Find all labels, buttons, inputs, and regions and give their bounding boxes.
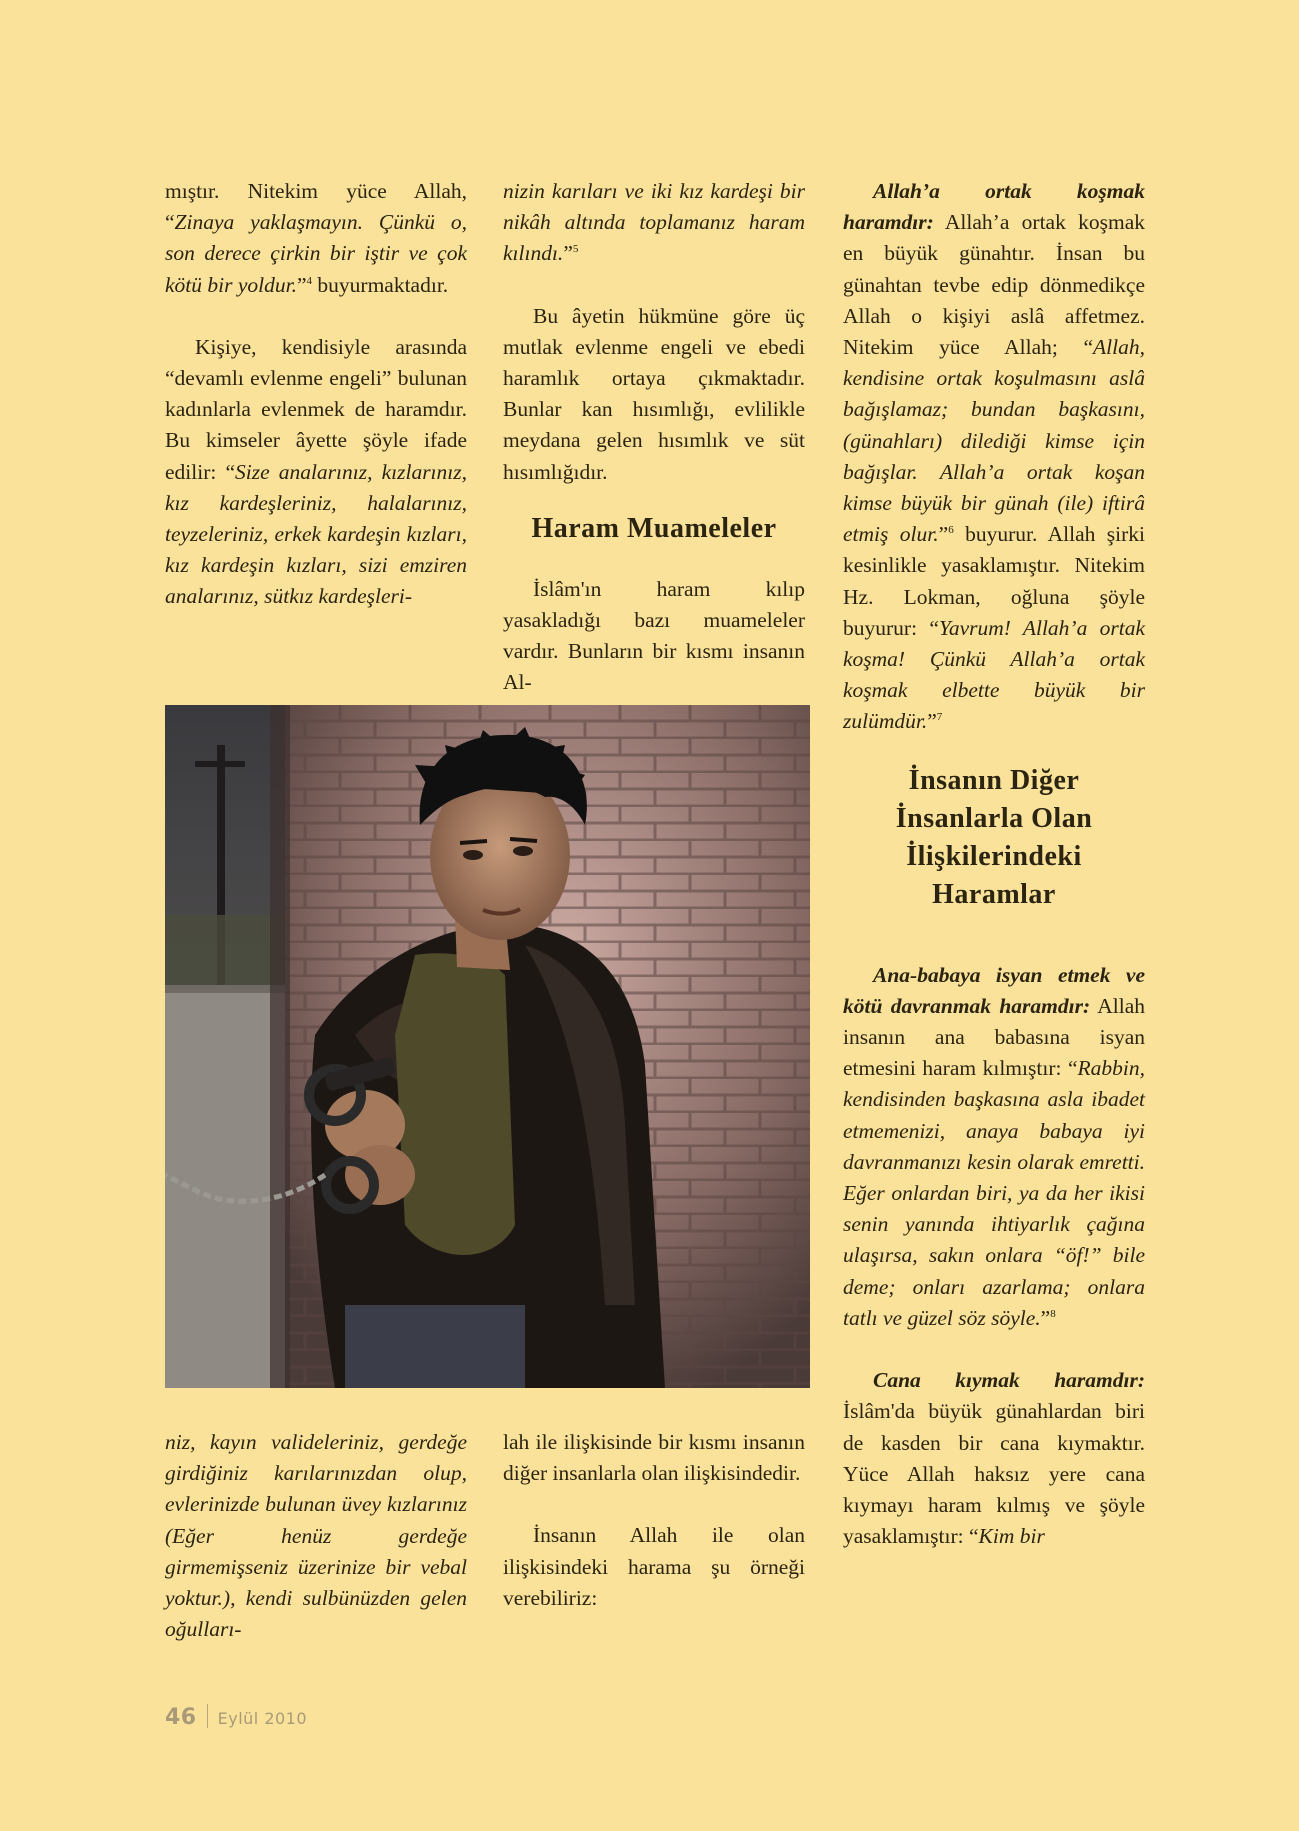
subheading: Ana-babaya isyan etmek ve kötü davranmak haramdır: [843, 962, 1145, 1018]
paragraph [165, 332, 467, 613]
column-1-top [165, 176, 467, 613]
column-2-top [503, 176, 805, 699]
page-footer [165, 1704, 307, 1730]
subheading: Cana kıymak haramdır: [873, 1368, 1145, 1393]
text: ” [1040, 1305, 1051, 1330]
footnote-ref: 6 [948, 524, 954, 537]
footnote-ref: 7 [936, 711, 943, 724]
text: ” [927, 709, 937, 734]
footnote-ref: 8 [1050, 1307, 1056, 1320]
text: Allah’a ortak koşmak en büyük günahtır. İnsan bu günahtan tevbe edip dönmedikçe Allah o kişiyi aslâ affetmez. Nitekim yüce Allah; “ [843, 210, 1145, 360]
text: Allah insanın ana babasına isyan etmesini haram kılmıştır: “ [843, 993, 1145, 1081]
paragraph: İnsanın Allah ile olan ilişkisindeki harama şu örneği verebiliriz: [503, 1523, 805, 1610]
text: Kişiye, kendisiyle arasında “devamlı evlenme engeli” bulunan kadınlarla evlenmek de haramdır. Bu kimseler âyette şöyle ifade edilir: “ [165, 334, 467, 484]
quote: nizin karıları ve iki kız kardeşi bir nikâh altında toplamanız haram kılındı. [503, 179, 805, 266]
footnote-ref: 5 [572, 243, 579, 256]
quote: Size analarınız, kızlarınız, kız kardeşleriniz, halalarınız, teyzeleriniz, erkek kardeşin kızları, kız kardeşin kızları, sizi emziren analarınız, sütkız kardeşleri- [165, 459, 467, 609]
page-number: 46 [165, 1705, 197, 1730]
quote: Rabbin, kendisinden başkasına asla ibadet etmemenizi, anaya babaya iyi davranmanızı kesin olarak emretti. Eğer onlardan biri, ya da her ikisi senin yanında ihtiyarlık çağına ulaşırsa, sakın onlara “öf!” bile deme; onları azarlama; onlara tatlı ve güzel söz söyle. [843, 1056, 1145, 1330]
text: ” [938, 522, 949, 547]
issue-date: Eylül 2010 [217, 1709, 308, 1728]
quote: Kim bir [978, 1524, 1045, 1549]
paragraph [165, 176, 467, 301]
paragraph [503, 176, 805, 270]
footnote-ref: 4 [306, 274, 313, 287]
paragraph: lah ile ilişkisinde bir kısmı insanın diğer insanlarla olan ilişkisindedir. [503, 1430, 805, 1486]
column-2-bottom [503, 1427, 805, 1614]
heading-line: Haramlar [932, 878, 1056, 910]
quote: Zinaya yaklaşmayın. Çünkü o, son derece çirkin bir iştir ve çok kötü bir yoldur. [165, 210, 467, 297]
paragraph: İslâm'ın haram kılıp yasakladığı bazı muameleler vardır. Bunların bir kısmı insanın Al- [503, 576, 805, 695]
footer-divider [207, 1704, 208, 1728]
text: ” [563, 241, 573, 266]
text: buyurur. Allah şirki kesinlikle yasaklamıştır. Nitekim Hz. Lokman, oğluna şöyle buyurur: “ [843, 522, 1146, 640]
section-heading: Haram Muameleler [531, 512, 777, 544]
man-with-handcuffs-image [165, 705, 810, 1388]
paragraph: Bu âyetin hükmüne göre üç mutlak evlenme engeli ve ebedi haramlık ortaya çıkmaktadır. Bunlar kan hısımlığı, evlilikle meydana gelen hısımlık ve süt hısımlığıdır. [503, 303, 805, 484]
column-3 [843, 176, 1145, 1552]
heading-line: İlişkilerindeki [906, 840, 1082, 872]
heading-line: İnsanın Diğer [908, 764, 1080, 796]
paragraph [165, 1427, 467, 1645]
paragraph [843, 176, 1145, 738]
heading-line: İnsanlarla Olan [895, 802, 1093, 834]
quote: Yavrum! Allah’a ortak koşma! Çünkü Allah’a ortak koşmak elbette büyük bir zulümdür. [843, 615, 1145, 734]
section-heading [843, 762, 1145, 914]
text: ” [296, 272, 307, 297]
column-1-bottom [165, 1427, 467, 1645]
text: İslâm'da büyük günahlardan biri de kasden bir cana kıymaktır. Yüce Allah haksız yere cana kıymayı haram kılmış ve şöyle yasaklamıştır: “ [843, 1399, 1145, 1549]
quote: Allah, kendisine ortak koşulmasını aslâ bağışlamaz; bundan başkasını, (günahları) dilediği kimse için bağışlar. Allah’a ortak koşan kimse büyük bir günah (ile) iftirâ etmiş olur. [843, 335, 1145, 547]
article-photo [165, 705, 810, 1388]
paragraph [843, 1365, 1145, 1552]
subheading: Allah’a ortak koşmak haramdır: [843, 179, 1145, 235]
text: buyurmaktadır. [312, 272, 449, 297]
text: mıştır. Nitekim yüce Allah, “ [165, 179, 467, 235]
paragraph [843, 960, 1145, 1334]
quote: niz, kayın valideleriniz, gerdeğe girdiğiniz karılarınızdan olup, evlerinizde bulunan üvey kızlarınız (Eğer henüz gerdeğe girmemişseniz üzerinize bir vebal yoktur.), kendi sulbünüzden gelen oğulları- [165, 1430, 467, 1642]
